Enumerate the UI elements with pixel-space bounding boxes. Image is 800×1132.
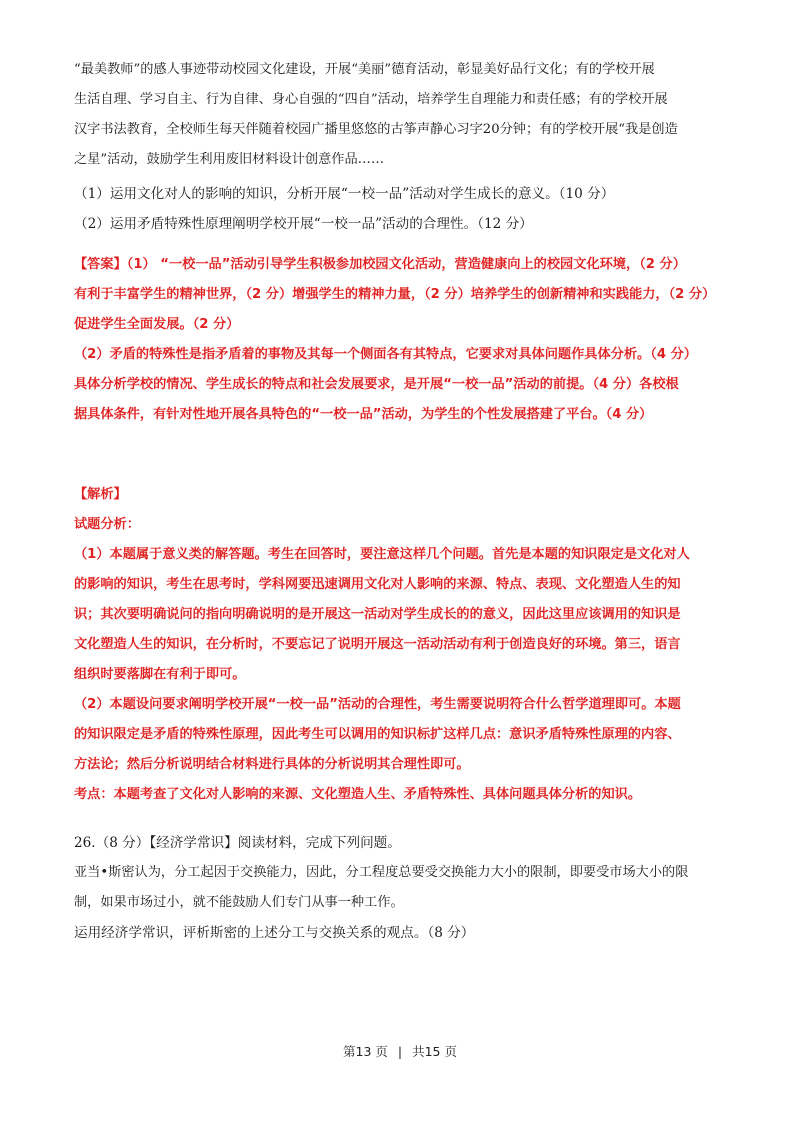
- material-line: 之星”活动，鼓励学生利用废旧材料设计创意作品……: [74, 152, 385, 167]
- question-26-material: 制，如果市场过小，就不能鼓励人们专门从事一种工作。: [74, 895, 404, 910]
- material-line: “最美教师”的感人事迹带动校园文化建设，开展“美丽”德育活动，彰显美好品行文化；有的学校开展: [74, 62, 655, 77]
- footer-separator: |: [397, 1044, 403, 1059]
- question-26-heading: 26.（8 分）【经济学常识】阅读材料，完成下列问题。: [74, 835, 401, 851]
- question-26-task: 运用经济学常识，评析斯密的上述分工与交换关系的观点。（8 分）: [74, 925, 475, 941]
- question-26: [74, 828, 734, 948]
- analysis-line: 的影响的知识，考生在思考时，学科网要迅速调用文化对人影响的来源、特点、表现、文化塑造人生的知: [74, 577, 681, 592]
- material-line: 生活自理、学习自主、行为自律、身心自强的“四自”活动，培养学生自理能力和责任感；有的学校开展: [74, 92, 668, 107]
- question-26-material: 亚当•斯密认为，分工起因于交换能力，因此，分工程度总要受交换能力大小的限制，即要受市场大小的限: [74, 865, 689, 880]
- analysis-tag: 【解析】: [74, 487, 127, 502]
- material-paragraph: [74, 55, 734, 175]
- analysis-section: [74, 480, 734, 810]
- answer-line: （2）矛盾的特殊性是指矛盾着的事物及其每一个侧面各有其特点，它要求对具体问题作具体分析。（4 分）: [74, 347, 697, 362]
- analysis-line: （2）本题设问要求阐明学校开展“一校一品”活动的合理性，考生需要说明符合什么哲学道理即可。本题: [74, 697, 681, 712]
- answer-line: 促进学生全面发展。（2 分）: [74, 317, 240, 332]
- material-line: 汉字书法教育，全校师生每天伴随着校园广播里悠悠的古筝声静心习字20分钟；有的学校开展“我是创造: [74, 122, 678, 137]
- answer-tag: 【答案】: [74, 257, 127, 272]
- question-1: （1）运用文化对人的影响的知识，分析开展“一校一品”活动对学生成长的意义。（10 分）: [74, 186, 615, 202]
- analysis-subtitle: 试题分析：: [74, 517, 140, 532]
- answer-line: 具体分析学校的情况、学生成长的特点和社会发展要求，是开展“一校一品”活动的前提。（4 分）各校根: [74, 377, 679, 392]
- page-total: 共15 页: [412, 1044, 457, 1059]
- questions-list: [74, 179, 734, 239]
- answer-section: [74, 250, 734, 430]
- analysis-keypoint: 考点：本题考查了文化对人影响的来源、文化塑造人生、矛盾特殊性、具体问题具体分析的知识。: [74, 787, 642, 802]
- answer-line: （1） “一校一品”活动引导学生积极参加校园文化活动，营造健康向上的校园文化环境，（2 分）: [126, 257, 686, 272]
- analysis-line: 方法论；然后分析说明结合材料进行具体的分析说明其合理性即可。: [74, 757, 470, 772]
- analysis-line: 组织时要落脚在有利于即可。: [74, 667, 246, 682]
- analysis-line: 识；其次要明确说问的指向明确说明的是开展这一活动对学生成长的的意义，因此这里应该调用的知识是: [74, 607, 681, 622]
- answer-line: 据具体条件，有针对性地开展各具特色的“一校一品”活动，为学生的个性发展搭建了平台。（4 分）: [74, 407, 653, 422]
- analysis-line: （1）本题属于意义类的解答题。考生在回答时，要注意这样几个问题。首先是本题的知识限定是文化对人: [74, 547, 690, 562]
- analysis-line: 文化塑造人生的知识，在分析时，不要忘记了说明开展这一活动活动有利于创造良好的环境。第三，语言: [74, 637, 681, 652]
- page-number: 第13 页: [343, 1044, 388, 1059]
- answer-line: 有利于丰富学生的精神世界，（2 分）增强学生的精神力量，（2 分）培养学生的创新精神和实践能力，（2 分）: [74, 287, 716, 302]
- question-2: （2）运用矛盾特殊性原理阐明学校开展“一校一品”活动的合理性。（12 分）: [74, 216, 533, 232]
- analysis-line: 的知识限定是矛盾的特殊性原理，因此考生可以调用的知识标扩这样几点：意识矛盾特殊性原理的内容、: [74, 727, 681, 742]
- page-footer: [0, 1042, 800, 1060]
